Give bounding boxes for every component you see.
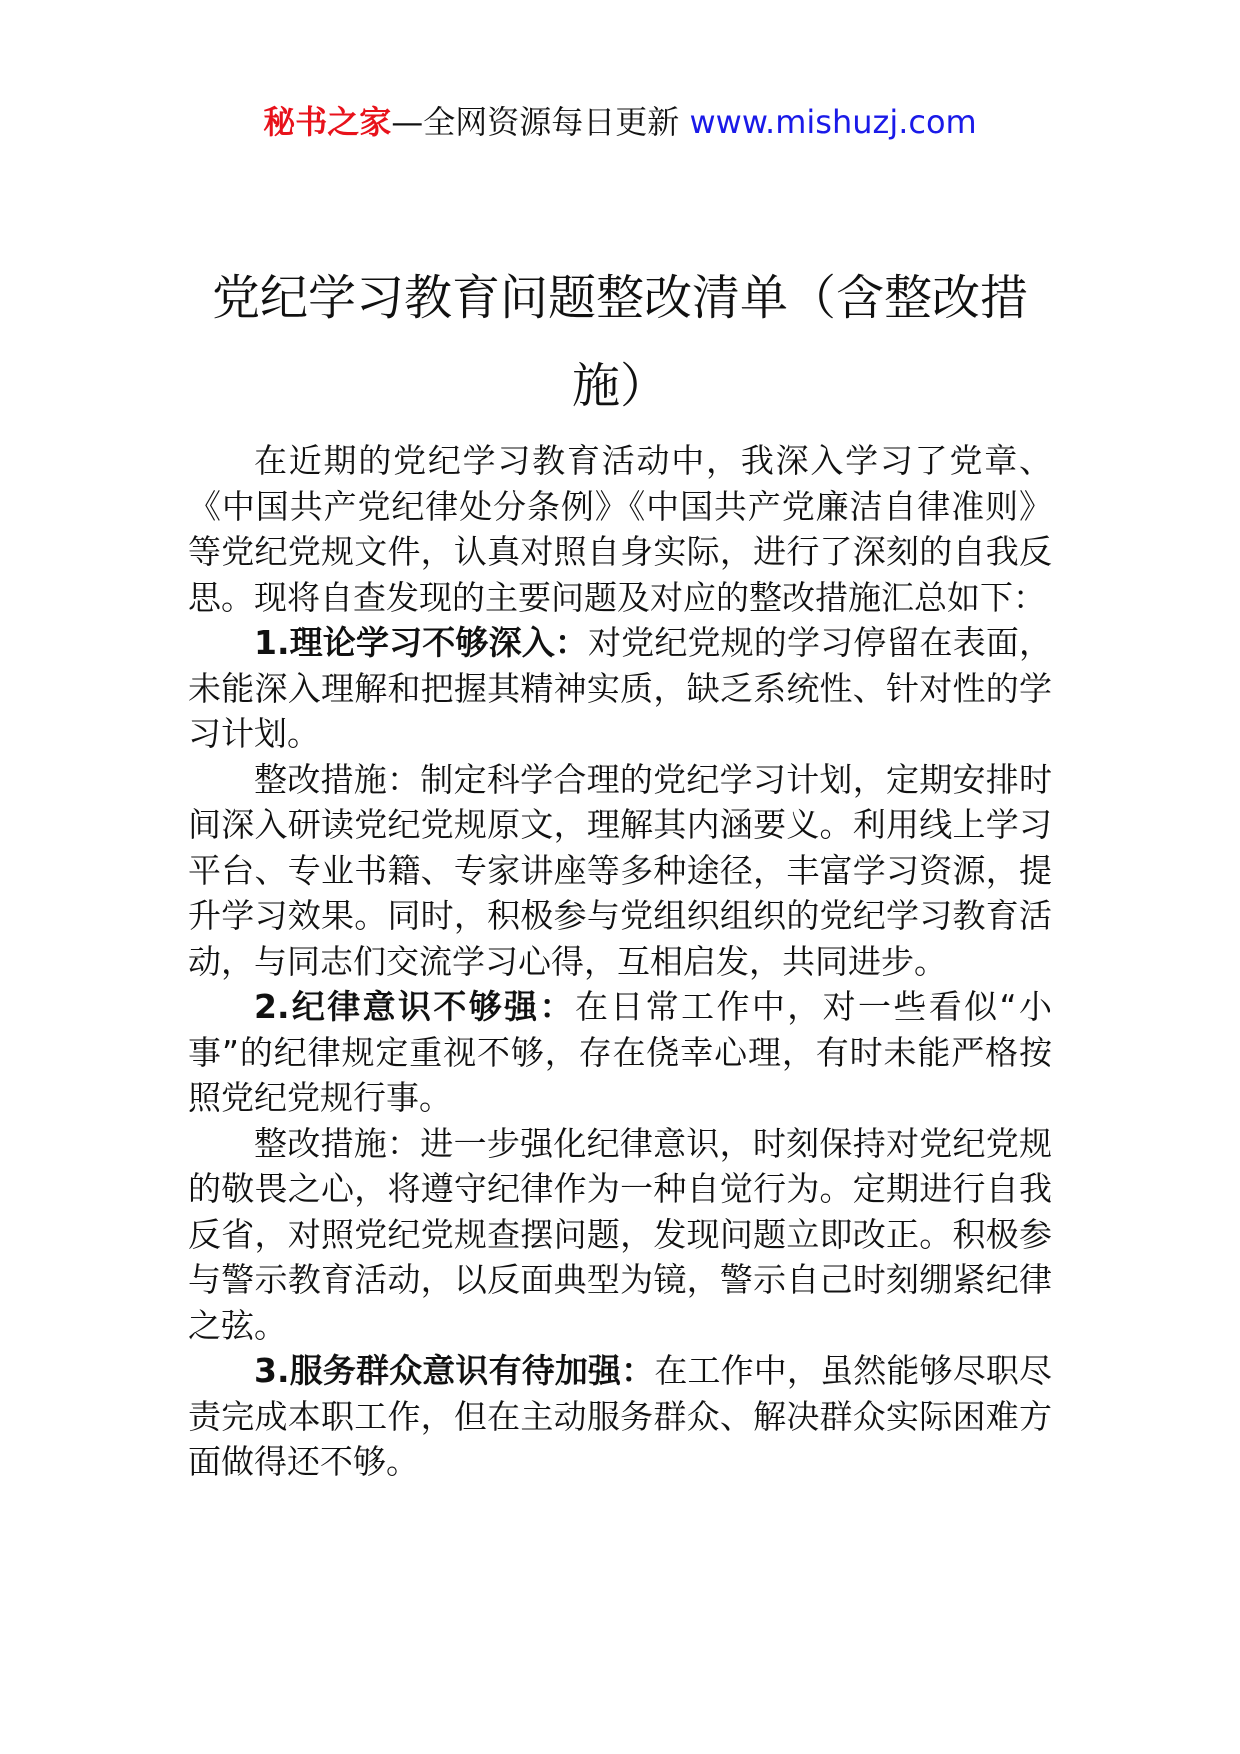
issue-paragraph-2 <box>188 984 1052 1121</box>
issue-heading-2: 2.纪律意识不够强： <box>254 987 575 1026</box>
issue-text-3: 在工作中，虽然能够尽职尽责完成本职工作，但在主动服务群众、解决群众实际困难方面做得还不够。 <box>188 1351 1053 1481</box>
document-title: 党纪学习教育问题整改清单（含整改措施） <box>211 270 1028 415</box>
issue-paragraph-3 <box>188 1348 1052 1485</box>
issue-paragraph-1 <box>188 620 1052 757</box>
site-url-link[interactable]: www.mishuzj.com <box>689 103 977 141</box>
site-header <box>0 98 1240 146</box>
issue-text-1: 对党纪党规的学习停留在表面，未能深入理解和把握其精神实质，缺乏系统性、针对性的学习计划。 <box>188 623 1053 753</box>
document-body <box>188 438 1052 1485</box>
issue-text-2: 在日常工作中，对一些看似“小事”的纪律规定重视不够，存在侥幸心理，有时未能严格按照党纪党规行事。 <box>188 987 1052 1117</box>
site-slogan: —全网资源每日更新 <box>391 103 690 141</box>
intro-paragraph: 在近期的党纪学习教育活动中，我深入学习了党章、《中国共产党纪律处分条例》《中国共产党廉洁自律准则》等党纪党规文件，认真对照自身实际，进行了深刻的自我反思。现将自查发现的主要问题及对应的整改措施汇总如下： <box>188 441 1052 617</box>
measure-paragraph-2: 整改措施：进一步强化纪律意识，时刻保持对党纪党规的敬畏之心，将遵守纪律作为一种自觉行为。定期进行自我反省，对照党纪党规查摆问题，发现问题立即改正。积极参与警示教育活动，以反面典型为镜，警示自己时刻绷紧纪律之弦。 <box>188 1123 1052 1345</box>
measure-paragraph-1: 整改措施：制定科学合理的党纪学习计划，定期安排时间深入研读党纪党规原文，理解其内涵要义。利用线上学习平台、专业书籍、专家讲座等多种途径，丰富学习资源，提升学习效果。同时，积极参与党组织组织的党纪学习教育活动，与同志们交流学习心得，互相启发，共同进步。 <box>188 759 1052 981</box>
issue-heading-3: 3.服务群众意识有待加强： <box>254 1351 655 1390</box>
site-brand: 秘书之家 <box>263 103 392 141</box>
issue-heading-1: 1.理论学习不够深入： <box>254 623 589 662</box>
